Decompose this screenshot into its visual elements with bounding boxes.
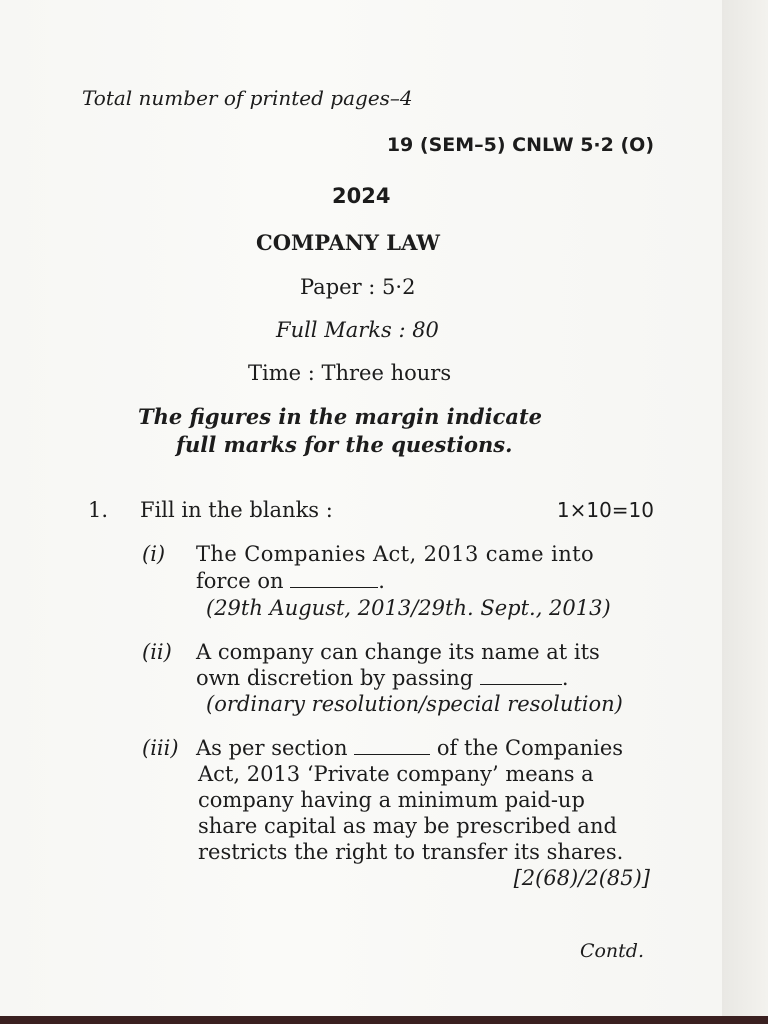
- item-iii-blank[interactable]: [354, 736, 430, 755]
- item-i-line2-post: .: [378, 569, 385, 593]
- page-edge-shadow: [722, 0, 768, 1024]
- item-iii-line5: restricts the right to transfer its shares.: [198, 840, 624, 864]
- item-i-line2: [196, 569, 385, 593]
- question-title: Fill in the blanks :: [140, 498, 333, 522]
- item-i-blank[interactable]: [290, 569, 378, 588]
- item-i-line1: The Companies Act, 2013 came into: [196, 542, 594, 566]
- subject-title: COMPANY LAW: [256, 230, 440, 255]
- total-pages-note: Total number of printed pages–4: [82, 86, 413, 110]
- item-iii-line3: company having a minimum paid-up: [198, 788, 585, 812]
- continued-note: Contd.: [579, 940, 644, 962]
- question-number: 1.: [88, 498, 109, 522]
- item-iii-line4: share capital as may be prescribed and: [198, 814, 617, 838]
- item-iii-line1-pre: As per section: [196, 736, 348, 760]
- instruction-line-2: full marks for the questions.: [176, 432, 513, 457]
- paper-code: 19 (SEM–5) CNLW 5·2 (O): [386, 134, 654, 156]
- question-marks: 1×10=10: [556, 498, 654, 522]
- item-i-number: (i): [142, 542, 166, 566]
- item-ii-blank[interactable]: [480, 666, 562, 685]
- item-ii-line2: [196, 666, 569, 690]
- paper-number: Paper : 5·2: [300, 275, 416, 299]
- item-ii-line1: A company can change its name at its: [196, 640, 600, 664]
- item-iii-options: [2(68)/2(85)]: [513, 866, 650, 890]
- item-ii-line2-pre: own discretion by passing: [196, 666, 474, 690]
- item-i-options: (29th August, 2013/29th. Sept., 2013): [206, 596, 611, 620]
- item-ii-number: (ii): [142, 640, 172, 664]
- time-allowed: Time : Three hours: [248, 361, 452, 385]
- instruction-line-1: The figures in the margin indicate: [138, 404, 543, 429]
- item-iii-line1-post: of the Companies: [436, 736, 624, 760]
- bottom-edge: [0, 1016, 768, 1024]
- item-i-line2-pre: force on: [196, 569, 284, 593]
- item-iii-number: (iii): [142, 736, 179, 760]
- item-ii-line2-post: .: [561, 666, 569, 690]
- item-iii-line2: Act, 2013 ‘Private company’ means a: [198, 762, 594, 786]
- full-marks: [276, 318, 439, 342]
- item-ii-options: (ordinary resolution/special resolution): [206, 692, 623, 716]
- full-marks-text: Full Marks : 80: [276, 318, 439, 342]
- exam-year: 2024: [332, 184, 391, 208]
- item-iii-line1: [196, 736, 623, 760]
